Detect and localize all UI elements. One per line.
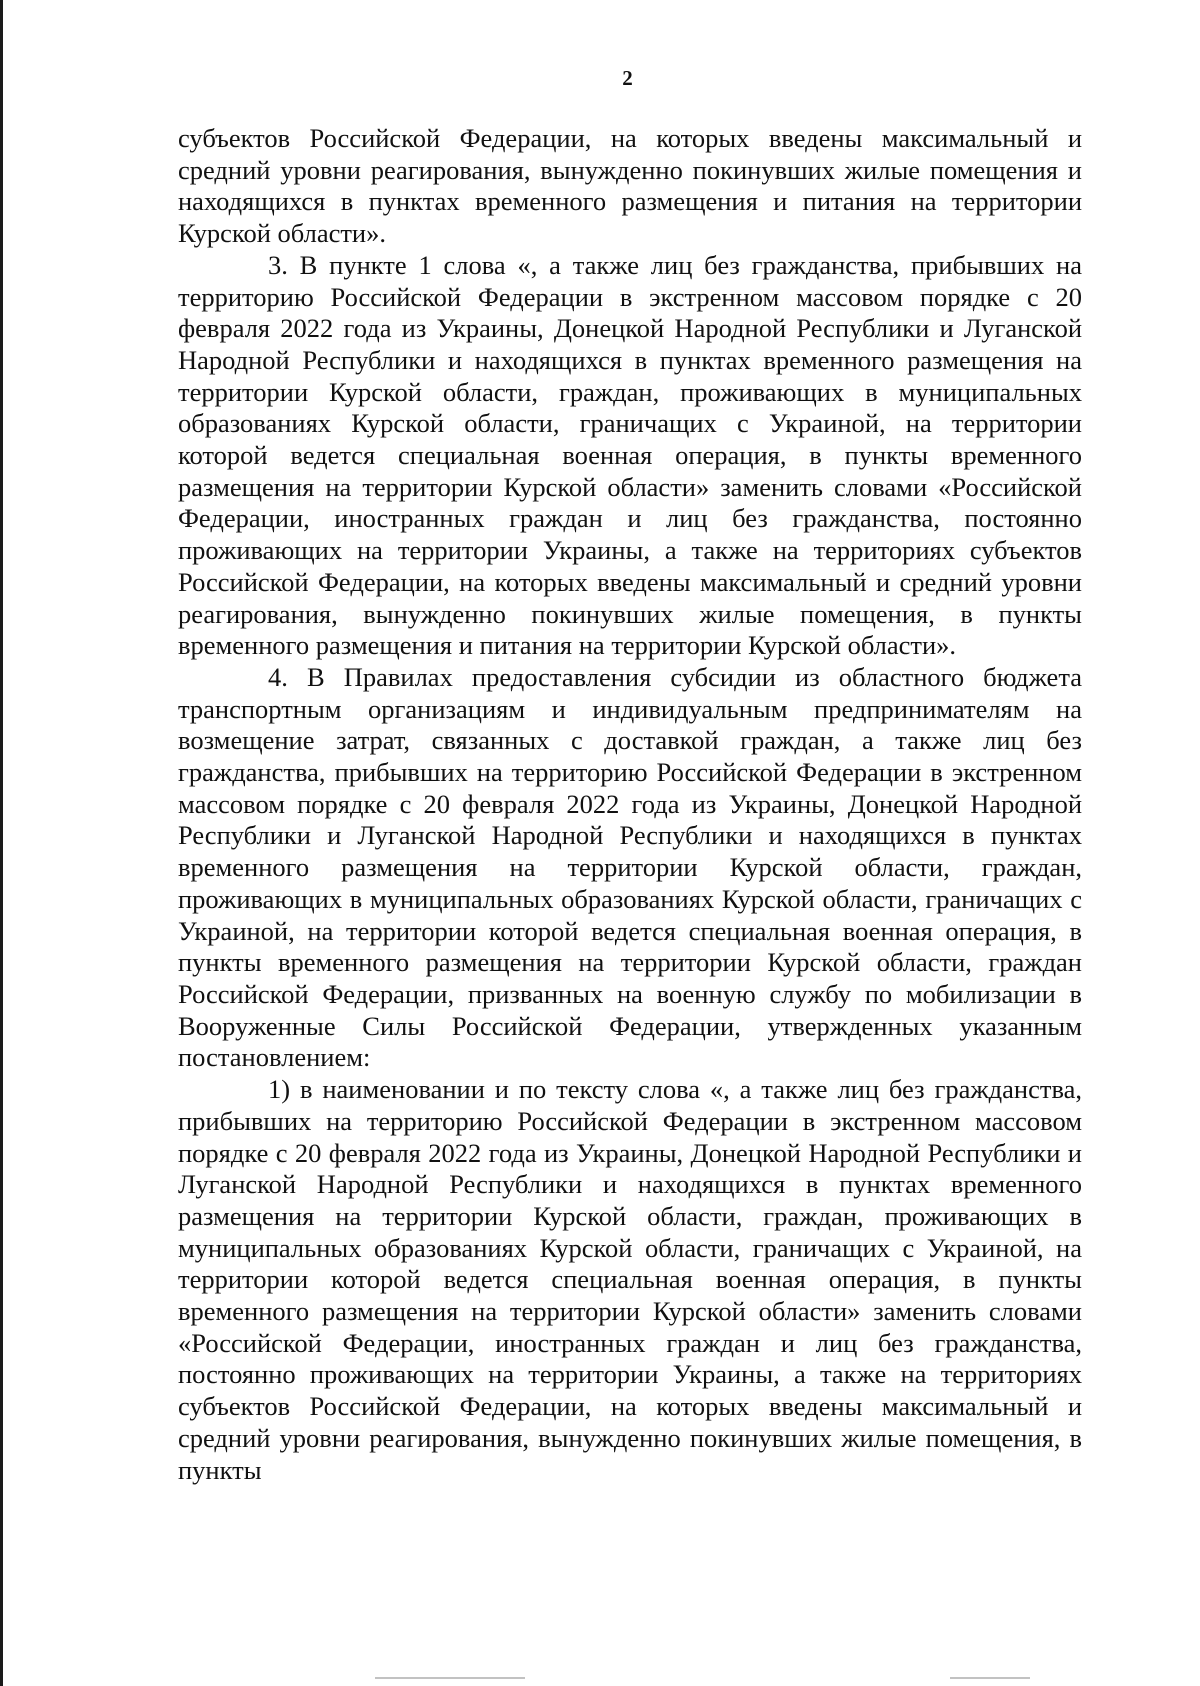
paragraph-continuation: субъектов Российской Федерации, на которых введены максимальный и средний уровни реагирования, вынужденно покинувших жилые помещения и находящихся в пунктах временного размещения и питания на территории Курской области». xyxy=(178,123,1082,249)
scan-artifact-line xyxy=(950,1677,1030,1679)
paragraph-item-3: 3. В пункте 1 слова «, а также лиц без гражданства, прибывших на территорию Российской Федерации в экстренном массовом порядке с 20 февраля 2022 года из Украины, Донецкой Народной Республики и Луганской Народной Республики и находящихся в пунктах временного размещения на территории Курской области, граждан, проживающих в муниципальных образованиях Курской области, граничащих с Украиной, на территории которой ведется специальная военная операция, в пункты временного размещения на территории Курской области» заменить словами «Российской Федерации, иностранных граждан и лиц без гражданства, постоянно проживающих на территории Украины, а также на территориях субъектов Российской Федерации, на которых введены максимальный и средний уровни реагирования, вынужденно покинувших жилые помещения, в пункты временного размещения и питания на территории Курской области». xyxy=(178,249,1082,661)
page-number: 2 xyxy=(622,66,633,90)
scan-left-edge xyxy=(0,0,3,1686)
scan-artifact-line xyxy=(375,1677,525,1679)
paragraph-item-4: 4. В Правилах предоставления субсидии из областного бюджета транспортным организациям и индивидуальным предпринимателям на возмещение затрат, связанных с доставкой граждан, а также лиц без гражданства, прибывших на территорию Российской Федерации в экстренном массовом порядке с 20 февраля 2022 года из Украины, Донецкой Народной Республики и Луганской Народной Республики и находящихся в пунктах временного размещения на территории Курской области, граждан, проживающих в муниципальных образованиях Курской области, граничащих с Украиной, на территории которой ведется специальная военная операция, в пункты временного размещения на территории Курской области, граждан Российской Федерации, призванных на военную службу по мобилизации в Вооруженные Силы Российской Федерации, утвержденных указанным постановлением: xyxy=(178,661,1082,1073)
paragraph-subitem-1: 1) в наименовании и по тексту слова «, а также лиц без гражданства, прибывших на территорию Российской Федерации в экстренном массовом порядке с 20 февраля 2022 года из Украины, Донецкой Народной Республики и Луганской Народной Республики и находящихся в пунктах временного размещения на территории Курской области, граждан, проживающих в муниципальных образованиях Курской области, граничащих с Украиной, на территории которой ведется специальная военная операция, в пункты временного размещения на территории Курской области» заменить словами «Российской Федерации, иностранных граждан и лиц без гражданства, постоянно проживающих на территории Украины, а также на территориях субъектов Российской Федерации, на которых введены максимальный и средний уровни реагирования, вынужденно покинувших жилые помещения, в пункты xyxy=(178,1074,1082,1485)
document-body xyxy=(178,123,1082,1486)
